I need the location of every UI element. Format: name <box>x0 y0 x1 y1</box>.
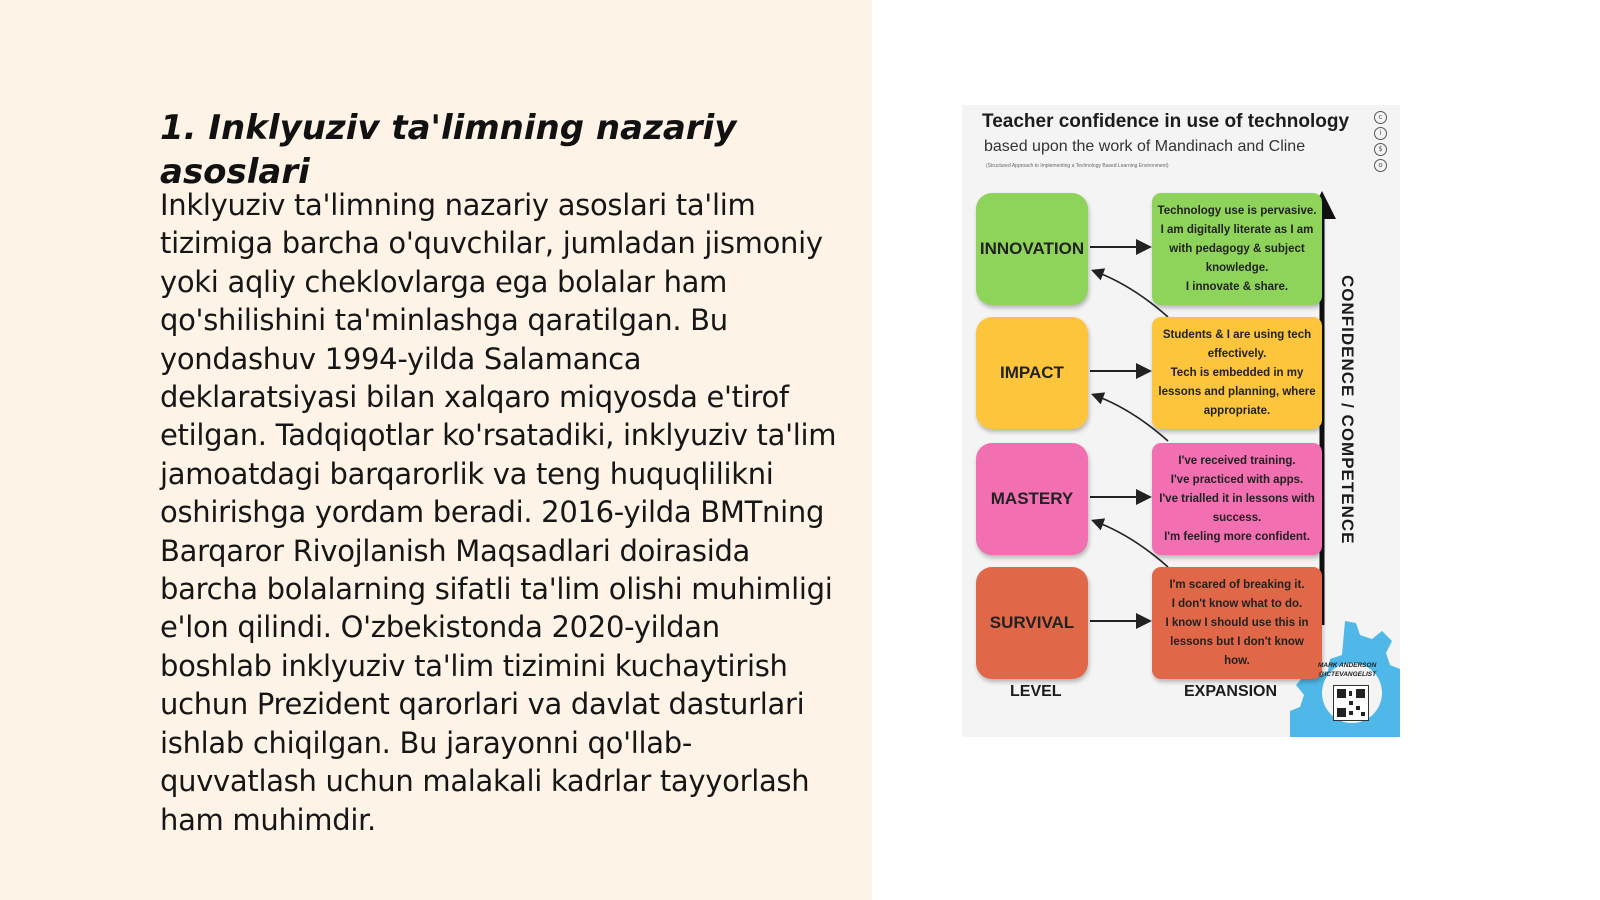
expansion-impact-text: Students & I are using tech effectively. Tech is embedded in my lessons and planning, where appropriate. <box>1158 328 1316 417</box>
expansion-column-label: EXPANSION <box>1184 683 1278 700</box>
nc-icon: $ <box>1374 143 1387 156</box>
expansion-innovation <box>1152 193 1322 305</box>
level-mastery-label: MASTERY <box>990 489 1074 508</box>
expansion-mastery-text: I've received training. I've practiced with apps. I've trialled it in lessons with success. I'm feeling more confident. <box>1159 454 1315 543</box>
teacher-confidence-infographic <box>962 105 1400 737</box>
infographic-title: Teacher confidence in use of technology <box>982 111 1350 132</box>
qr-code-icon <box>1333 685 1369 721</box>
expansion-survival-text: I'm scared of breaking it. I don't know what to do. I know I should use this in lessons but I don't know how. <box>1165 578 1309 667</box>
expansion-impact <box>1152 317 1322 429</box>
level-survival <box>976 567 1088 679</box>
author-credit: MARK ANDERSON @ICTEVANGELIST <box>1318 662 1377 678</box>
slide-title: 1. Inklyuziv ta'limning nazariy asoslari <box>160 108 737 192</box>
confidence-axis-text: CONFIDENCE / COMPETENCE <box>1338 275 1357 545</box>
infographic-fine-print: (Structured Approach to Implementing a Technology Based Learning Environment) <box>986 163 1169 169</box>
level-impact <box>976 317 1088 429</box>
slide-body-text: Inklyuziv ta'limning nazariy asoslari ta'lim tizimiga barcha o'quvchilar, jumladan jismoniy yoki aqliy cheklovlarga ega bolalar ham qo'shilishini ta'minlashga qaratilgan. Bu yondashuv 1994-yilda Salamanca deklaratsiyasi bilan xalqaro miqyosda e'tirof etilgan. Tadqiqotlar ko'rsatadiki, inklyuziv ta'lim jamoatdagi barqarorlik va teng huquqlilikni oshirishga yordam beradi. 2016-yilda BMTning Barqaror Rivojlanish Maqsadlari doirasida barcha bolalarning sifatli ta'lim olishi muhimligi e'lon qilindi. O'zbekistonda 2020-yildan boshlab inklyuziv ta'lim tizimini kuchaytirish uchun Prezident qarorlari va davlat dasturlari ishlab chiqilgan. Bu jarayonni qo'llab-quvvatlash uchun malakali kadrlar tayyorlash ham muhimdir. <box>160 188 837 837</box>
infographic-subtitle: based upon the work of Mandinach and Cline <box>984 138 1306 155</box>
expansion-survival <box>1152 567 1322 679</box>
confidence-axis-label <box>1334 265 1360 555</box>
expansion-innovation-text: Technology use is pervasive. I am digitally literate as I am with pedagogy & subject knowledge. I innovate & share. <box>1157 204 1317 293</box>
expansion-mastery <box>1152 443 1322 555</box>
level-innovation-label: INNOVATION <box>979 239 1085 258</box>
by-icon: i <box>1374 127 1387 140</box>
sa-icon: o <box>1374 159 1387 172</box>
level-column-label: LEVEL <box>1010 683 1062 700</box>
cc-icon: c <box>1374 111 1387 124</box>
level-innovation <box>976 193 1088 305</box>
level-survival-label: SURVIVAL <box>989 613 1075 632</box>
level-impact-label: IMPACT <box>1000 363 1064 382</box>
level-mastery <box>976 443 1088 555</box>
